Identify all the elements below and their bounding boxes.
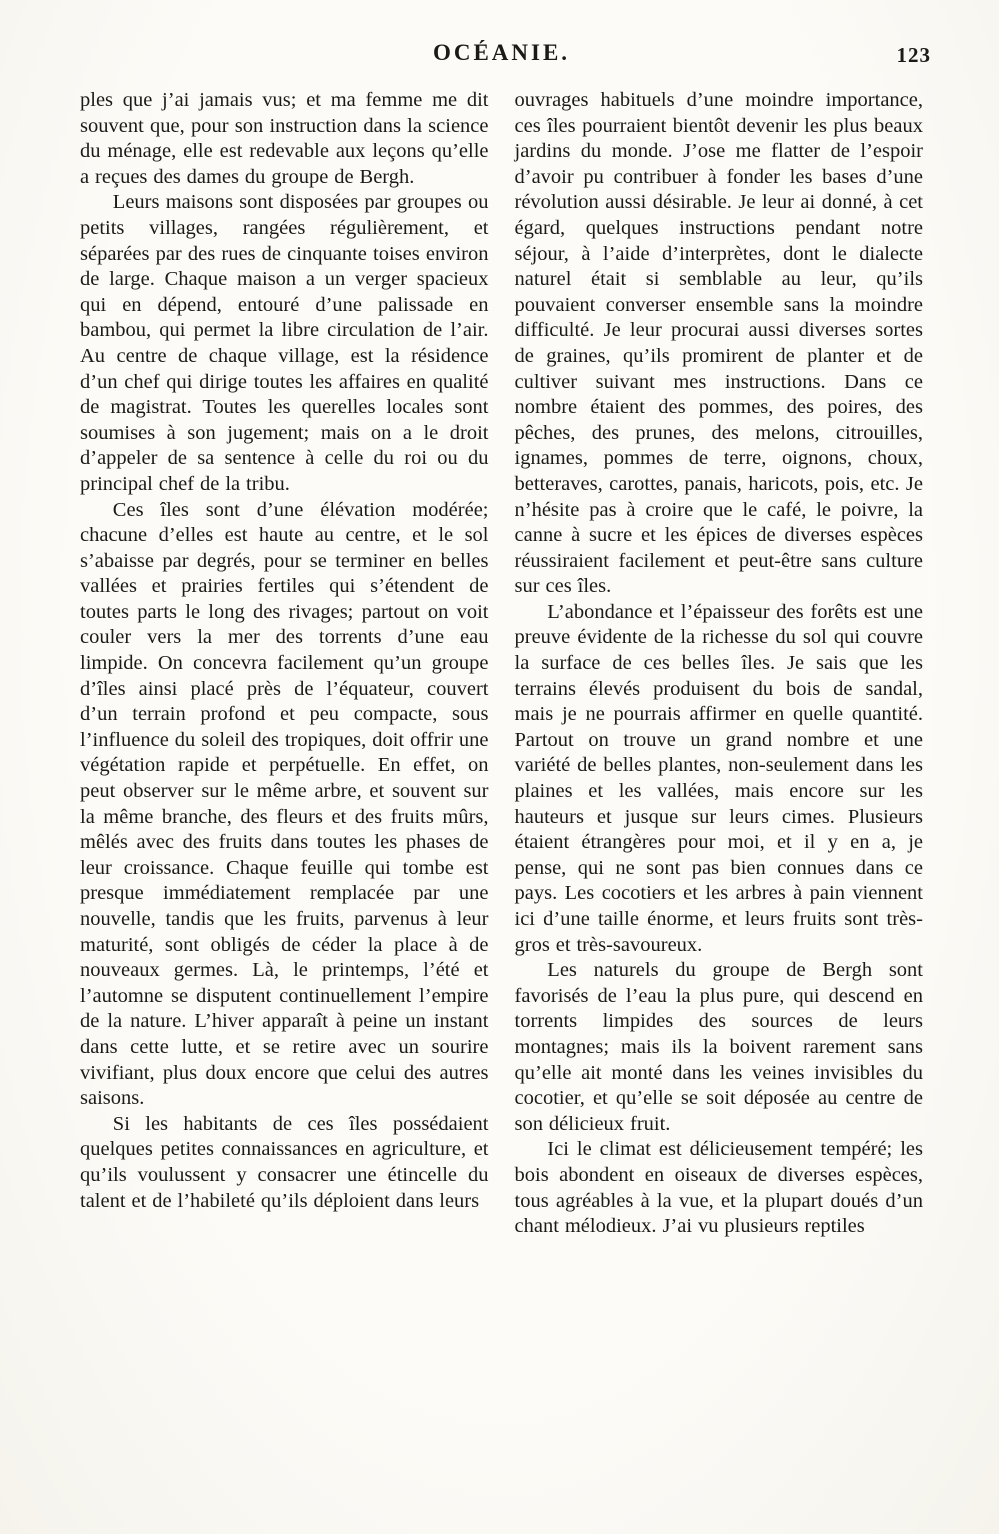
paragraph: Leurs maisons sont disposées par groupes ou petits villages, rangées régulièrement, et séparées par des rues de cinquante toises environ de large. Chaque maison a un verger spacieux qui en dépend, entouré d’une palissade en bambou, qui permet la libre circulation de l’air. Au centre de chaque village, est la résidence d’un chef qui dirige toutes les affaires en qualité de magistrat. Toutes les querelles locales sont soumises à son jugement; mais on a le droit d’appeler de sa sentence à celle du roi ou du principal chef de la tribu. [80,191,489,495]
right-column [515,88,924,1240]
paragraph: L’abondance et l’épaisseur des forêts est une preuve évidente de la richesse du sol qui couvre la surface de ces belles îles. Je sais que les terrains élevés produisent du bois de sandal, mais je ne pourrais affirmer en quelle quantité. Partout on trouve un grand nombre et une variété de belles plantes, non-seulement dans les plaines et les vallées, mais encore sur les hauteurs et jusque sur leurs cimes. Plusieurs étaient étrangères pour moi, et il y en a, je pense, qui ne sont pas bien connues dans ce pays. Les cocotiers et les arbres à pain viennent ici d’une taille énorme, et leurs fruits sont très-gros et très-savoureux. [514,600,923,956]
page-header [80,40,931,76]
text-columns [80,88,923,1240]
paragraph: Ici le climat est délicieusement tempéré; les bois abondent en oiseaux de diverses espèces, tous agréables à la vue, et la plupart doués d’un chant mélodieux. J’ai vu plusieurs reptiles [514,1138,923,1238]
page-number: 123 [896,43,931,67]
paragraph: Ces îles sont d’une élévation modérée; chacune d’elles est haute au centre, et le sol s’abaisse par degrés, pour se terminer en belles vallées et prairies fertiles qui s’étendent de toutes parts le long des rivages; partout on voit couler vers la mer des torrents d’une eau limpide. On concevra facilement qu’un groupe d’îles ainsi placé près de l’équateur, couvert d’un terrain profond et peu compacte, sous l’influence du soleil des tropiques, doit offrir une végétation rapide et perpétuelle. En effet, on peut observer sur le même arbre, et souvent sur la même branche, des fleurs et des fruits mûrs, mêlés avec des fruits dans toutes les phases de leur croissance. Chaque feuille qui tombe est presque immédiatement remplacée par une nouvelle, tandis que les fruits, parvenus à leur maturité, sont obligés de céder la place à de nouveaux germes. Là, le printemps, l’été et l’automne se disputent continuellement l’empire de la nature. L’hiver apparaît à peine un instant dans cette lutte, et se retire avec un sourire vivifiant, plus doux encore que celui des autres saisons. [80,498,489,1110]
running-title: OCÉANIE. [432,40,571,65]
left-column [80,88,489,1240]
paragraph: ples que j’ai jamais vus; et ma femme me dit souvent que, pour son instruction dans la science du ménage, elle est redevable aux leçons qu’elle a reçues des dames du groupe de Bergh. [80,89,489,188]
paragraph: Si les habitants de ces îles possédaient quelques petites connaissances en agriculture, et qu’ils voulussent y consacrer une étincelle du talent et de l’habileté qu’ils déploient dans leurs [80,1112,489,1212]
paragraph: ouvrages habituels d’une moindre importance, ces îles pourraient bientôt devenir les plus beaux jardins du monde. J’ose me flatter de l’espoir d’avoir pu contribuer à fonder les bases d’une révolution aussi désirable. Je leur ai donné, à cet égard, quelques instructions pendant notre séjour, à l’aide d’interprètes, dont le dialecte naturel était si semblable au leur, qu’ils pouvaient converser ensemble sans la moindre difficulté. Je leur procurai aussi diverses sortes de graines, qu’ils promirent de planter et de cultiver suivant mes instructions. Dans ce nombre étaient des pommes, des poires, des pêches, des prunes, des melons, citrouilles, ignames, pommes de terre, oignons, choux, betteraves, carottes, panais, haricots, pois, etc. Je n’hésite pas à croire que le café, le poivre, la canne à sucre et les épices de diverses espèces réussiraient facilement et peut-être sans culture sur ces îles. [514,89,923,598]
paragraph: Les naturels du groupe de Bergh sont favorisés de l’eau la plus pure, qui descend en torrents limpides des sources de leurs montagnes; mais ils la boivent rarement sans qu’elle ait monté dans les veines invisibles du cocotier, et qu’elle se soit déposée au centre de son délicieux fruit. [514,959,923,1135]
